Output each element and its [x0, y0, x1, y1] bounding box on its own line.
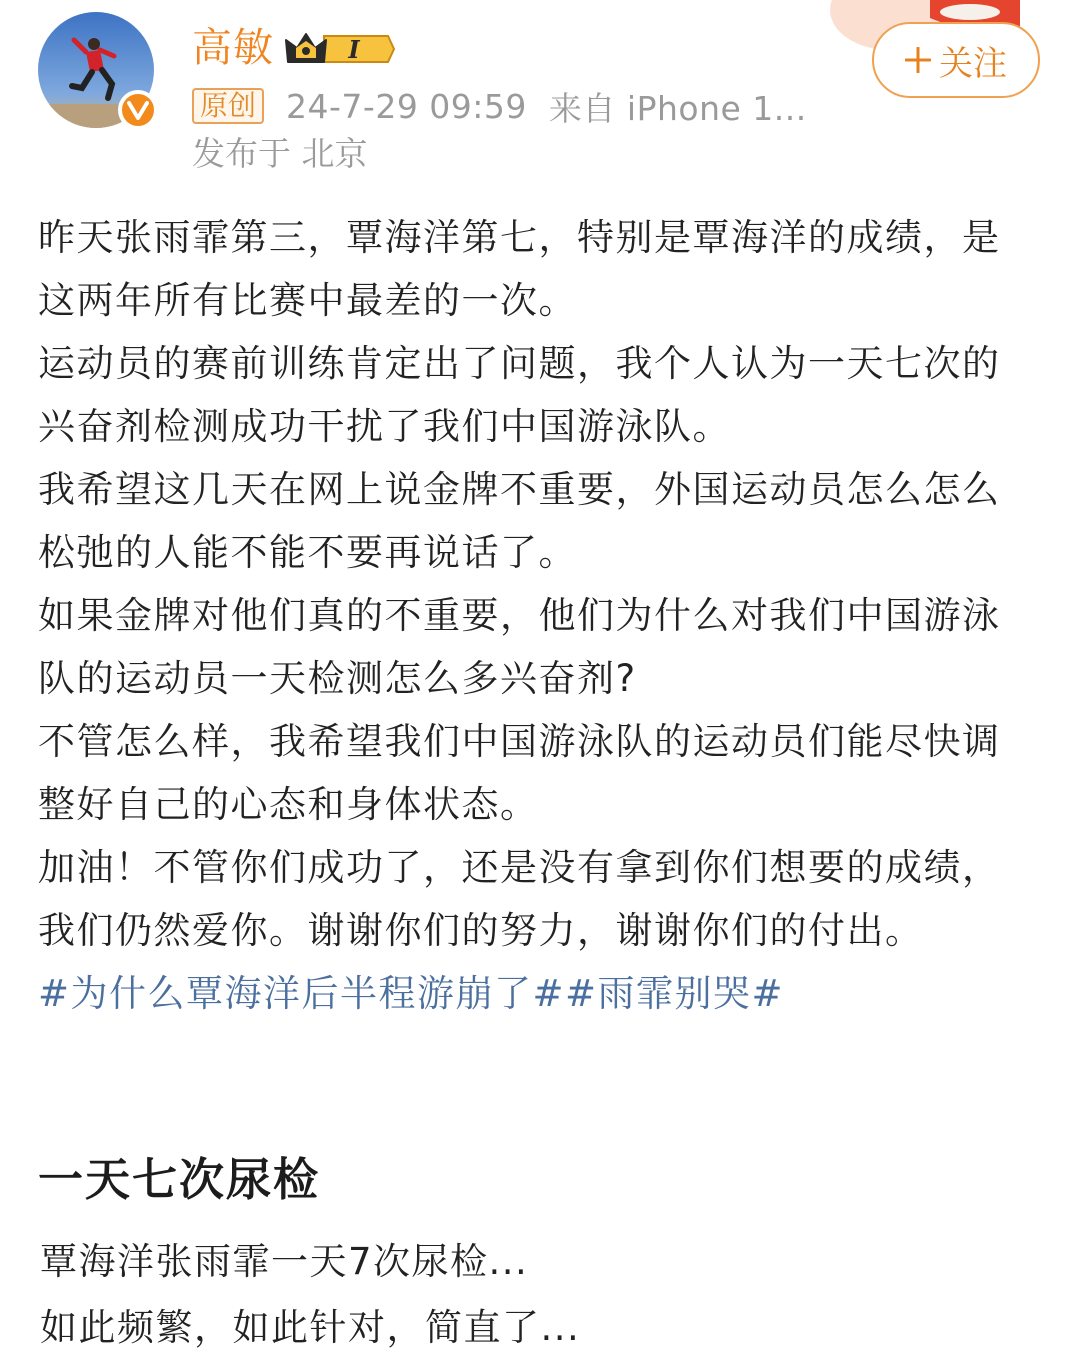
post-source: 来自 iPhone 1... — [548, 88, 807, 128]
vip-level: I — [348, 35, 360, 64]
post-meta — [192, 84, 807, 128]
username[interactable]: 高敏 — [192, 25, 274, 71]
verified-v-icon — [118, 90, 158, 130]
post-paragraph: 如果金牌对他们真的不重要，他们为什么对我们中国游泳队的运动员一天检测怎么多兴奋剂? — [38, 594, 1001, 700]
follow-button[interactable] — [872, 22, 1040, 98]
post-timestamp: 24-7-29 09:59 — [286, 86, 527, 126]
post-paragraph: 加油！不管你们成功了，还是没有拿到你们想要的成绩，我们仍然爱你。谢谢你们的努力，谢谢你们的付出。 — [38, 846, 1001, 952]
crown-vip-icon[interactable] — [284, 28, 396, 70]
post-location: 发布于 北京 — [192, 134, 368, 173]
post-content — [38, 206, 1028, 1025]
plus-icon — [905, 47, 931, 73]
post-paragraph: 运动员的赛前训练肯定出了问题，我个人认为一天七次的兴奋剂检测成功干扰了我们中国游泳队。 — [38, 342, 1001, 448]
article-line: 如此频繁，如此针对，简直了... — [40, 1306, 581, 1349]
post-paragraph: 不管怎么样，我希望我们中国游泳队的运动员们能尽快调整好自己的心态和身体状态。 — [38, 720, 1001, 826]
hashtag-links[interactable]: #为什么覃海洋后半程游崩了##雨霏别哭# — [38, 972, 785, 1015]
post-paragraph: 昨天张雨霏第三，覃海洋第七，特别是覃海洋的成绩，是这两年所有比赛中最差的一次。 — [38, 216, 1001, 322]
original-tag: 原创 — [192, 88, 264, 124]
avatar[interactable] — [38, 12, 154, 128]
article-title[interactable]: 一天七次尿检 — [38, 1153, 321, 1206]
follow-label: 关注 — [939, 43, 1007, 84]
article-line: 覃海洋张雨霏一天7次尿检... — [40, 1240, 529, 1283]
post-paragraph: 我希望这几天在网上说金牌不重要，外国运动员怎么怎么松弛的人能不能不要再说话了。 — [38, 468, 1001, 574]
